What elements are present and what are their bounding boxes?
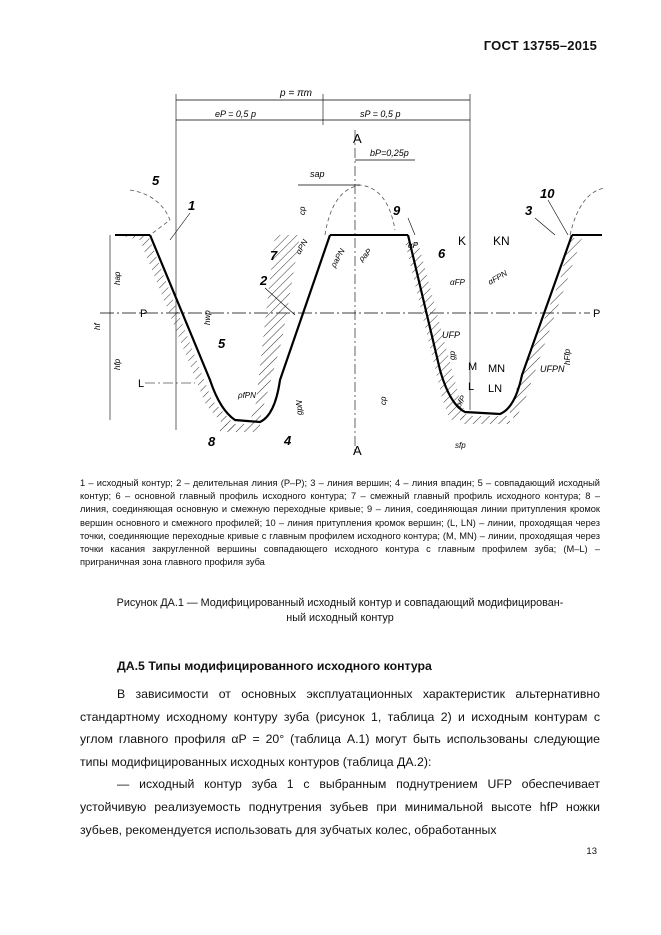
- legend-text: 1 – исходный контур; 2 – делительная линия (P–P); 3 – линия вершин; 4 – линия впадин; 5 – совпадающий исходный контур; 6 – основной главный профиль исходного контура; 7 – смежный главный профиль исходного контура; 8 – линия, соединяющая основную и смежную переходные кривые; 9 – линия, соединяющая линии притупления кромок вершин основного и смежного профилей; 10 – линия притупления кромок вершин; (L, LN) – линии, проходящая через точки, соединяющие переходные кривые с главным профилем исходного контура; (M, MN) – линии, проходящая через точки касания закругленной вершины совпадающего исходного контура с главным профилем зуба; (M–L) – приграничная зона главного профиля зуба: [80, 478, 600, 568]
- label-M: M: [468, 361, 478, 373]
- label-hFfp: hFfp: [563, 348, 572, 365]
- paragraph-2: — исходный контур зуба 1 с выбранным поднутрением UFP обеспечивает устойчивую реализуемость поднутрения зубьев при минимальной высоте hfP ножки зубьев, рекомендуется использовать для зубчатых колес, обработанных: [80, 777, 600, 837]
- callout-8: 8: [208, 434, 216, 449]
- label-L-left: L: [138, 378, 145, 390]
- caption-line-1: Рисунок ДА.1 — Модифицированный исходный контур и совпадающий модифицирован-: [116, 597, 564, 609]
- label-sfp: sfp: [455, 441, 466, 450]
- callout-5a: 5: [152, 173, 160, 188]
- label-hap: hap: [113, 271, 122, 285]
- hatch-right-flank-2: [508, 238, 582, 420]
- label-L: L: [468, 381, 475, 393]
- callout-1: 1: [188, 198, 196, 213]
- label-alphaPN: αPN: [293, 237, 310, 256]
- label-rhofP: ρfP: [453, 393, 468, 409]
- label-K: K: [458, 234, 467, 248]
- label-sap: sap: [310, 169, 325, 179]
- section-title: ДА.5 Типы модифицированного исходного контура: [117, 659, 432, 673]
- label-alphaP: αP: [408, 241, 418, 250]
- caption-line-2: ный исходный контур: [286, 612, 394, 624]
- label-MN: MN: [488, 363, 506, 375]
- label-rhofPN: ρfPN: [238, 391, 256, 400]
- label-UFPN: UFPN: [540, 364, 565, 374]
- label-rhoaP: ρaP: [357, 246, 374, 264]
- basic-rack-figure: [70, 80, 610, 465]
- label-cp-bottom: cp: [379, 396, 388, 405]
- hatch-root-right: [460, 416, 510, 424]
- label-hwp: hwp: [203, 310, 212, 325]
- label-cp-top: cp: [298, 206, 307, 215]
- label-A-bottom: A: [353, 443, 362, 458]
- label-rhoaPN: ρaPN: [328, 247, 347, 269]
- coincident-profile: [130, 190, 170, 235]
- page-number: 13: [586, 846, 597, 857]
- label-sp: sP = 0,5 p: [360, 109, 401, 119]
- label-P-left: P: [140, 308, 148, 320]
- figure-caption: [80, 596, 600, 626]
- label-hf: hf: [93, 323, 102, 330]
- figure-legend: [80, 477, 600, 569]
- label-KN: KN: [493, 234, 510, 248]
- label-UFP: UFP: [442, 330, 460, 340]
- callout-4: 4: [284, 433, 292, 448]
- callout-3: 3: [525, 203, 533, 218]
- standard-header: ГОСТ 13755–2015: [483, 38, 597, 53]
- callout-2: 2: [260, 273, 268, 288]
- hatch-left-flank: [118, 235, 235, 432]
- label-ep: eP = 0,5 p: [215, 109, 256, 119]
- callout-7: 7: [270, 248, 278, 263]
- callout-10: 10: [540, 186, 555, 201]
- rack-profile-drawing: [70, 80, 610, 465]
- callout-9: 9: [393, 203, 401, 218]
- callout-5b: 5: [218, 336, 226, 351]
- callout-6: 6: [438, 246, 446, 261]
- label-alphaFPN: αFPN: [486, 268, 509, 287]
- label-alphaFP: αFP: [450, 278, 465, 287]
- label-gpN: gpN: [295, 400, 304, 415]
- paragraph-1: В зависимости от основных эксплуатационных характеристик альтернативно стандартному исходному контуру зуба (рисунок 1, таблица 2) и исходным контурам с углом главного профиля αP = 20° (таблица А.1) могут быть использованы следующие типы модифицированных исходных контуров (таблица ДА.2):: [80, 687, 600, 769]
- label-gp: gp: [448, 351, 457, 360]
- body-text: [80, 683, 600, 841]
- label-hfp: hfp: [113, 358, 122, 370]
- label-P-right: P: [593, 308, 601, 320]
- label-LN: LN: [488, 383, 503, 395]
- label-bp: bP=0,25p: [370, 148, 409, 158]
- label-p: p = πm: [280, 88, 312, 99]
- hatch-root-left: [220, 424, 260, 432]
- label-A-top: A: [353, 131, 362, 146]
